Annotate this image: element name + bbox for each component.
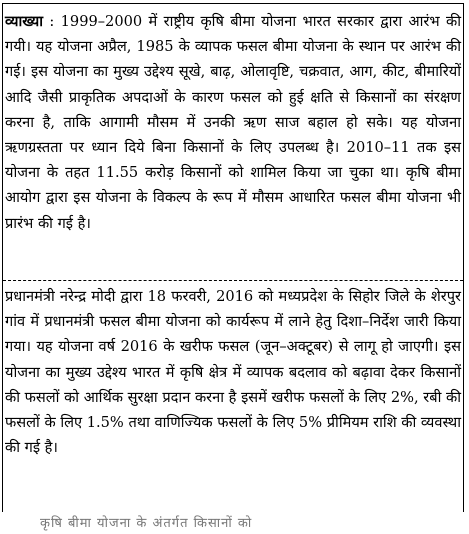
heading-separator: : [43,13,61,30]
pmfby-paragraph [5,284,461,460]
cutoff-next-line: कृषि बीमा योजना के अंतर्गत किसानों को [40,516,253,531]
pmfby-text: प्रधानमंत्री नरेन्द्र मोदी द्वारा 18 फरवरी, 2016 को मध्यप्रदेश के सिहोर जिले के शेरपुर गांव में प्रधानमंत्री फसल बीमा योजना को कार्यरूप में लाने हेतु दिशा–निर्देश जारी किया गया। यह योजना वर्ष 2016 के खरीफ फसल (जून–अक्टूबर) से लागू हो जाएगी। इस योजना का मुख्य उद्देश्य भारत में कृषि क्षेत्र में व्यापक बदलाव को बढ़ावा देकर किसानों की फसलों को आर्थिक सुरक्षा प्रदान करना है इसमें खरीफ फसलों के लिए 2%, रबी की फसलों के लिए 1.5% तथा वाणिज्यिक फसलों के लिए 5% प्रीमियम राशि की व्यवस्था की गई है। [5,288,461,457]
explanation-body: 1999–2000 में राष्ट्रीय कृषि बीमा योजना भारत सरकार द्वारा आरंभ की गयी। यह योजना अप्रैल, 1985 के व्यापक फसल बीमा योजना के स्थान पर आरंभ की गई। इस योजना का मुख्य उद्देश्य सूखे, बाढ़, ओलावृष्टि, चक्रवात, आग, कीट, बीमारियों आदि जैसी प्राकृतिक अपदाओं के कारण फसल को हुई क्षति से किसानों का संरक्षण करना है, ताकि आगामी मौसम में उनकी ऋण साज बहाल हो सके। यह योजना ऋणग्रस्तता पर ध्यान दिये बिना किसानों के लिए उपलब्ध है। 2010–11 तक इस योजना के तहत 11.55 करोड़ किसानों को शामिल किया जा चुका था। कृषि बीमा आयोग द्वारा इस योजना के विकल्प के रूप में मौसम आधारित फसल बीमा योजना भी प्रारंभ की गई है। [5,13,461,232]
explanation-box [2,3,464,512]
section-divider [3,280,463,281]
explanation-heading: व्याख्या [5,13,44,30]
explanation-paragraph [5,9,461,236]
explanation-text [5,9,461,236]
